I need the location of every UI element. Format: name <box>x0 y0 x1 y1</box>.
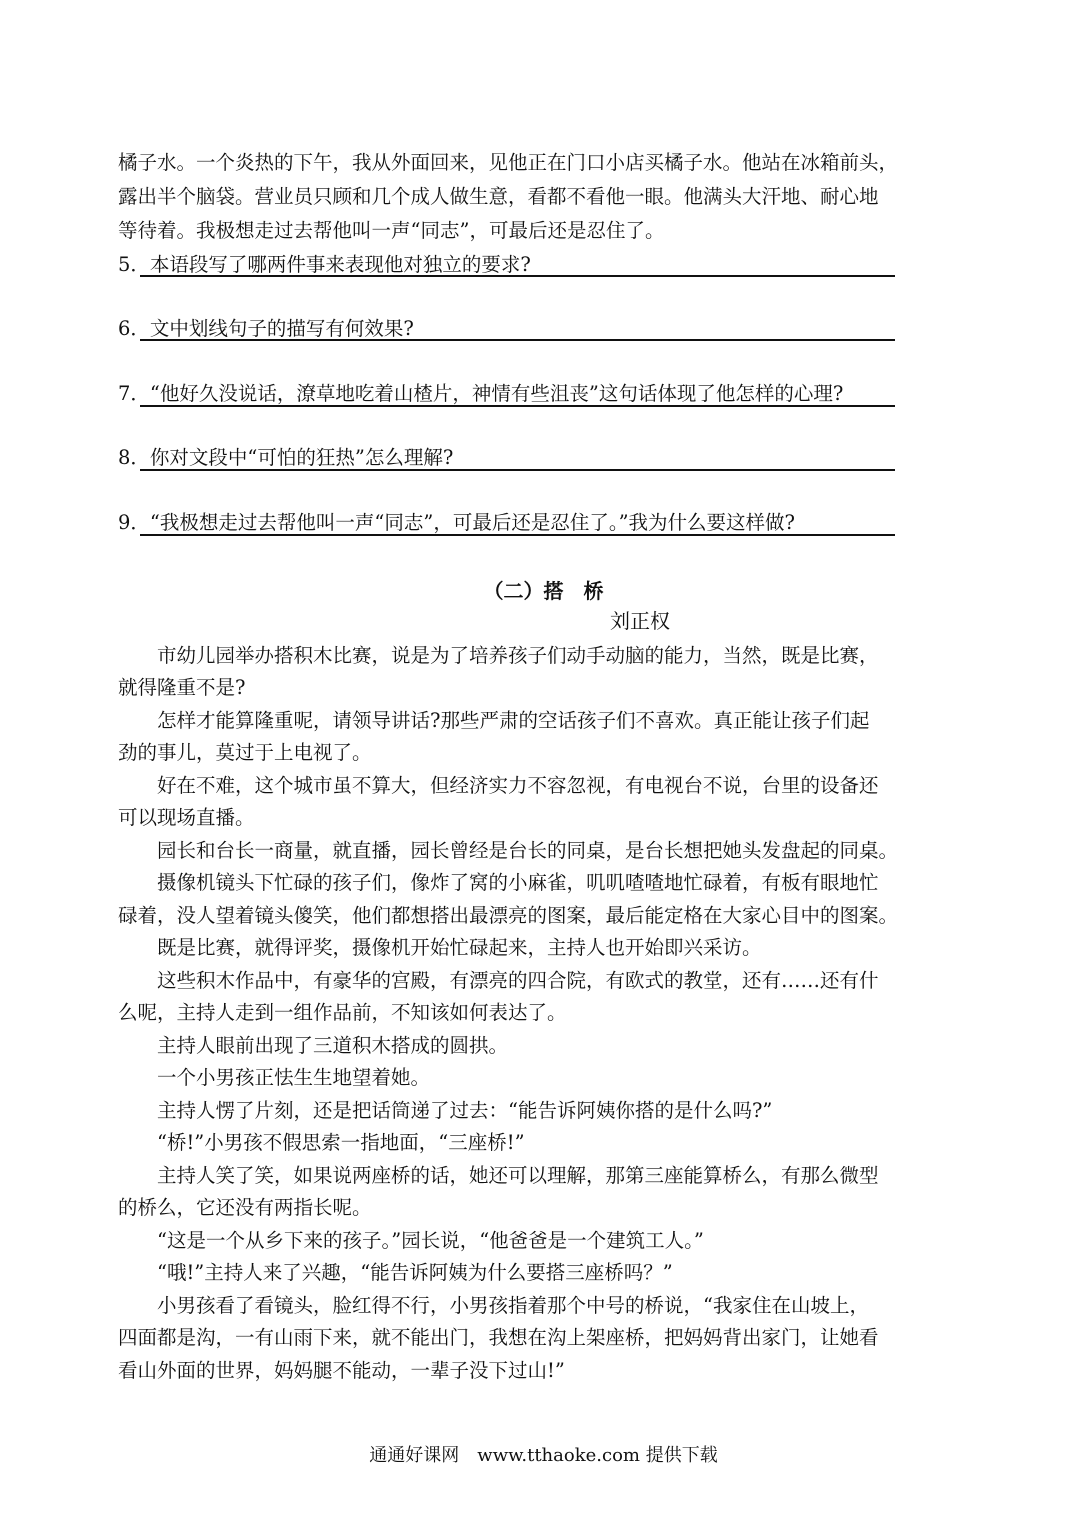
question-9: 9．“我极想走过去帮他叫一声“同志”，可最后还是忍住了。”我为什么要这样做? <box>118 511 795 534</box>
story-line: 看山外面的世界，妈妈腿不能动，一辈子没下过山!” <box>118 1359 565 1382</box>
story-line: “这是一个从乡下来的孩子。”园长说，“他爸爸是一个建筑工人。” <box>118 1229 704 1252</box>
answer-line-7 <box>140 405 895 407</box>
story-line: 可以现场直播。 <box>118 806 255 829</box>
answer-line-6 <box>140 339 895 341</box>
story-line: 主持人笑了笑，如果说两座桥的话，她还可以理解，那第三座能算桥么，有那么微型 <box>118 1164 879 1187</box>
answer-line-8 <box>140 469 895 471</box>
question-8: 8．你对文段中“可怕的狂热”怎么理解? <box>118 446 454 469</box>
story-line: 主持人愣了片刻，还是把话筒递了过去：“能告诉阿姨你搭的是什么吗?” <box>118 1099 773 1122</box>
story-line: 么呢，主持人走到一组作品前，不知该如何表达了。 <box>118 1001 567 1024</box>
story-line: 一个小男孩正怯生生地望着她。 <box>118 1066 431 1089</box>
story-line: 主持人眼前出现了三道积木搭成的圆拱。 <box>118 1034 509 1057</box>
story-line: 就得隆重不是? <box>118 676 246 699</box>
story-line: 的桥么，它还没有两指长呢。 <box>118 1196 372 1219</box>
section-title: （二）搭 桥 <box>483 579 604 603</box>
intro-line: 露出半个脑袋。营业员只顾和几个成人做生意，看都不看他一眼。他满头大汗地、耐心地 <box>118 185 879 208</box>
intro-line: 橘子水。一个炎热的下午，我从外面回来，见他正在门口小店买橘子水。他站在冰箱前头， <box>118 151 899 174</box>
answer-line-5 <box>140 275 895 277</box>
story-line: “哦!”主持人来了兴趣，“能告诉阿姨为什么要搭三座桥吗？” <box>118 1261 673 1284</box>
page-footer: 通通好课网 www.tthaoke.com 提供下载 <box>369 1445 718 1466</box>
story-line: 市幼儿园举办搭积木比赛，说是为了培养孩子们动手动脑的能力，当然，既是比赛， <box>118 644 879 667</box>
question-6: 6．文中划线句子的描写有何效果? <box>118 317 414 340</box>
story-line: 既是比赛，就得评奖，摄像机开始忙碌起来，主持人也开始即兴采访。 <box>118 936 762 959</box>
story-line: 怎样才能算隆重呢，请领导讲话?那些严肃的空话孩子们不喜欢。真正能让孩子们起 <box>118 709 870 732</box>
story-line: 好在不难，这个城市虽不算大，但经济实力不容忽视，有电视台不说，台里的设备还 <box>118 774 879 797</box>
story-line: 劲的事儿，莫过于上电视了。 <box>118 741 372 764</box>
story-line: 四面都是沟，一有山雨下来，就不能出门，我想在沟上架座桥，把妈妈背出家门，让她看 <box>118 1326 879 1349</box>
story-line: 这些积木作品中，有豪华的宫殿，有漂亮的四合院，有欧式的教堂，还有……还有什 <box>118 969 879 992</box>
answer-line-9 <box>140 534 895 536</box>
question-5: 5．本语段写了哪两件事来表现他对独立的要求? <box>118 253 531 276</box>
story-line: 小男孩看了看镜头，脸红得不行，小男孩指着那个中号的桥说，“我家住在山坡上， <box>118 1294 869 1317</box>
story-line: 园长和台长一商量，就直播，园长曾经是台长的同桌，是台长想把她头发盘起的同桌。 <box>118 839 899 862</box>
question-7: 7．“他好久没说话，潦草地吃着山楂片，神情有些沮丧”这句话体现了他怎样的心理? <box>118 382 844 405</box>
story-line: 碌着，没人望着镜头傻笑，他们都想搭出最漂亮的图案，最后能定格在大家心目中的图案。 <box>118 904 899 927</box>
story-line: 摄像机镜头下忙碌的孩子们，像炸了窝的小麻雀，叽叽喳喳地忙碌着，有板有眼地忙 <box>118 871 879 894</box>
section-author: 刘正权 <box>610 609 670 633</box>
story-line: “桥!”小男孩不假思索一指地面，“三座桥!” <box>118 1131 525 1154</box>
intro-line: 等待着。我极想走过去帮他叫一声“同志”，可最后还是忍住了。 <box>118 219 665 242</box>
